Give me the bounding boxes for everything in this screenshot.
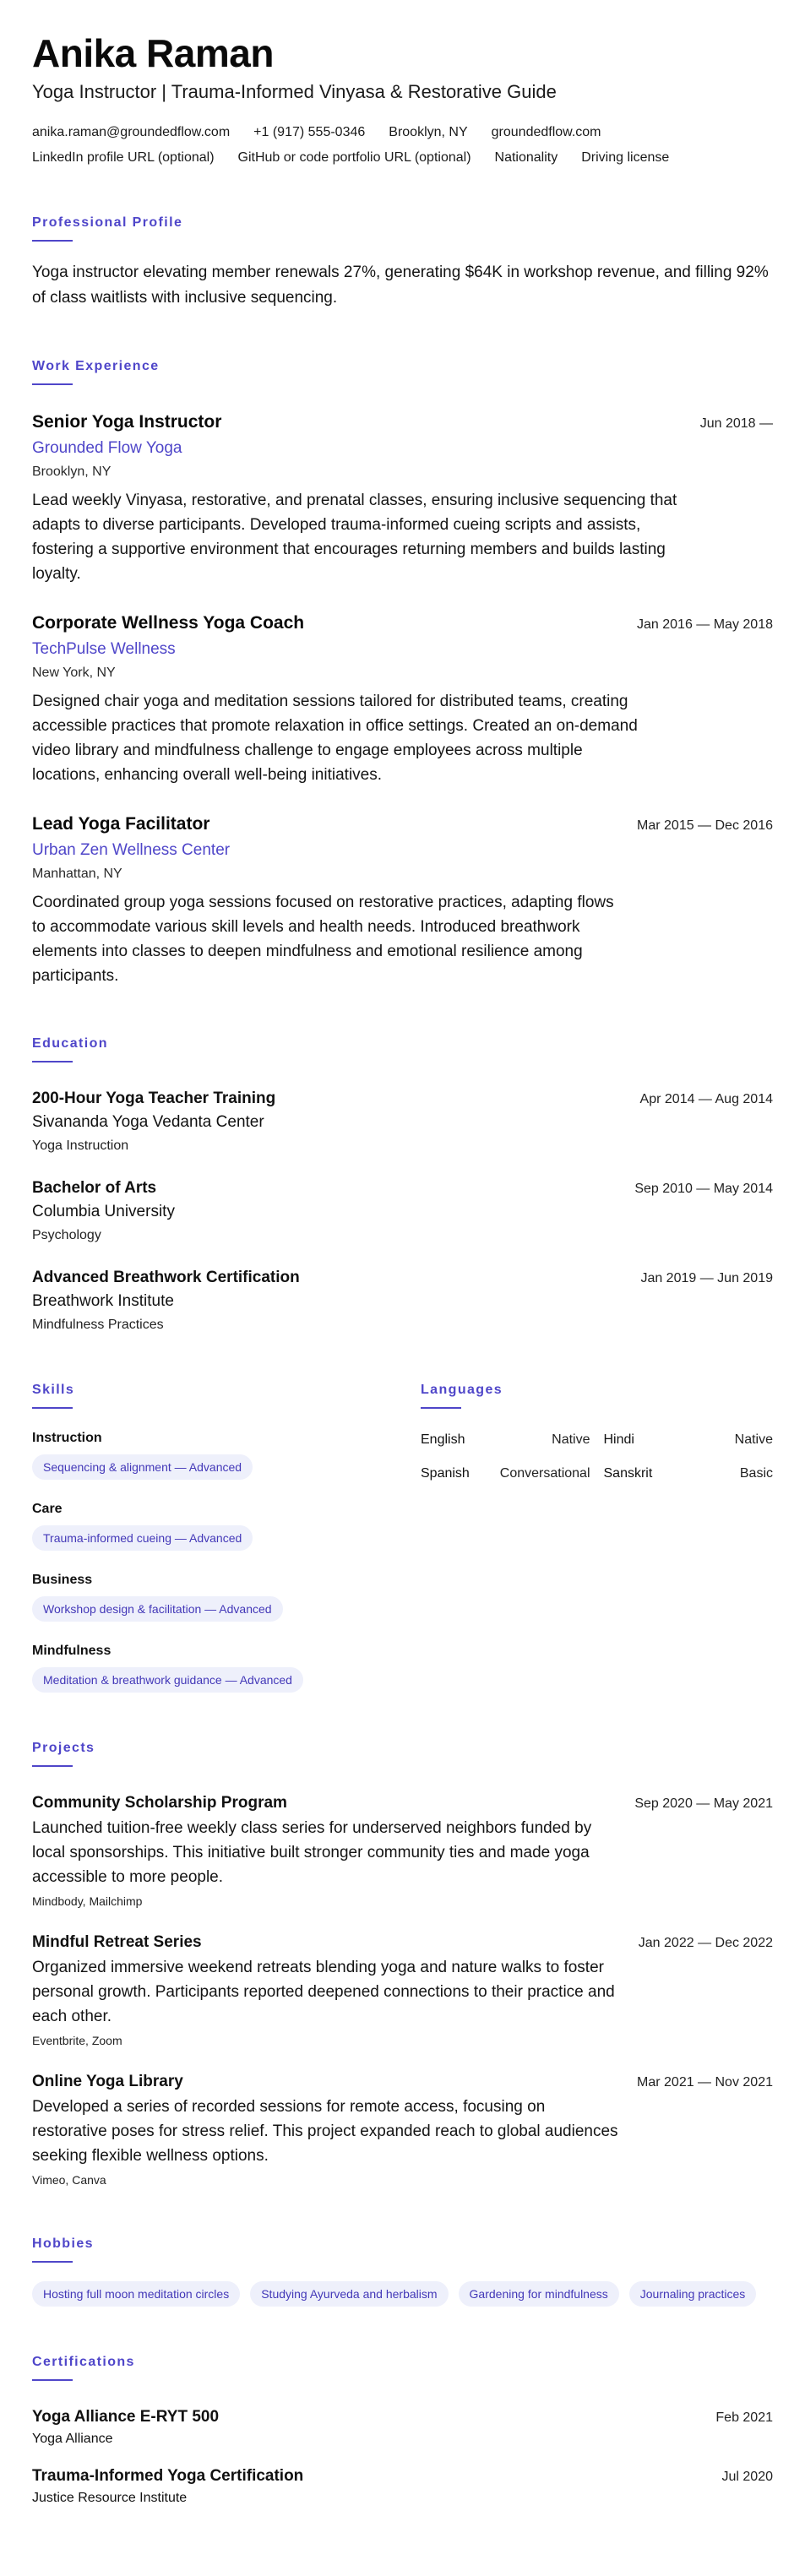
languages-section — [421, 1382, 773, 1693]
job-entry — [32, 812, 773, 988]
section-title: Skills — [32, 1383, 75, 1397]
section-divider — [32, 2379, 73, 2381]
language-item — [421, 1431, 590, 1449]
skill-category: Mindfulness — [32, 1644, 112, 1658]
job-entry — [32, 611, 773, 787]
skill-group — [32, 1571, 421, 1622]
section-divider — [32, 383, 73, 385]
section-title: Languages — [421, 1383, 503, 1397]
projects-section — [32, 1740, 773, 2188]
skills-section — [32, 1382, 421, 1693]
job-description: Designed chair yoga and meditation sessions tailored for distributed teams, creating accessible practices that promote relaxation in office settings. Created an on-demand video library and mindfulness challenge to engage employees across multiple locations, enhancing overall well-being initiatives. — [32, 693, 638, 784]
project-date: Sep 2020 — May 2021 — [634, 1796, 773, 1811]
project-tools: Mindbody, Mailchimp — [32, 1894, 143, 1908]
education-field: Psychology — [32, 1228, 101, 1242]
skill-group — [32, 1429, 421, 1480]
hobby-pill: Journaling practices — [629, 2281, 757, 2307]
candidate-name: Anika Raman — [32, 31, 274, 75]
nationality-placeholder: Nationality — [494, 150, 558, 165]
section-divider — [32, 1765, 73, 1767]
section-divider — [32, 1061, 73, 1062]
section-divider — [32, 2261, 73, 2263]
section-title: Work Experience — [32, 359, 160, 373]
education-date: Sep 2010 — May 2014 — [634, 1182, 773, 1196]
education-date: Apr 2014 — Aug 2014 — [639, 1092, 773, 1106]
skill-group — [32, 1642, 421, 1693]
skill-pill: Meditation & breathwork guidance — Advanced — [32, 1667, 303, 1693]
section-title: Hobbies — [32, 2236, 94, 2251]
education-field: Yoga Instruction — [32, 1139, 129, 1153]
hobby-pill: Hosting full moon meditation circles — [32, 2281, 240, 2307]
hobbies-list — [32, 2281, 773, 2307]
job-company: Urban Zen Wellness Center — [32, 841, 231, 859]
contact-website[interactable]: groundedflow.com — [491, 125, 601, 139]
language-level: Conversational — [499, 1466, 590, 1481]
language-level: Native — [734, 1432, 773, 1447]
driving-license-placeholder: Driving license — [581, 150, 670, 165]
certification-entry — [32, 2465, 773, 2508]
contact-row — [32, 123, 773, 142]
education-degree: Advanced Breathwork Certification — [32, 1269, 300, 1286]
linkedin-placeholder: LinkedIn profile URL (optional) — [32, 150, 215, 165]
section-title: Certifications — [32, 2355, 135, 2369]
certification-title: Yoga Alliance E-RYT 500 — [32, 2408, 220, 2426]
project-description: Developed a series of recorded sessions for remote access, focusing on restorative poses for stress relief. This project expanded reach to global audiences seeking flexible wellness options. — [32, 2098, 618, 2165]
education-entry — [32, 1088, 773, 1155]
language-name: Spanish — [421, 1466, 470, 1481]
project-tools: Eventbrite, Zoom — [32, 2034, 122, 2047]
project-tools: Vimeo, Canva — [32, 2173, 106, 2187]
job-date: Mar 2015 — Dec 2016 — [637, 818, 773, 833]
section-title: Professional Profile — [32, 215, 183, 230]
skill-category: Instruction — [32, 1431, 102, 1445]
certification-date: Jul 2020 — [721, 2470, 773, 2484]
education-degree: 200-Hour Yoga Teacher Training — [32, 1090, 276, 1107]
section-divider — [421, 1407, 461, 1409]
language-name: English — [421, 1432, 465, 1447]
language-level: Native — [552, 1432, 590, 1447]
project-title: Community Scholarship Program — [32, 1794, 287, 1812]
skill-category: Care — [32, 1502, 63, 1516]
hobby-pill: Studying Ayurveda and herbalism — [250, 2281, 448, 2307]
project-entry — [32, 1932, 773, 2049]
certification-date: Feb 2021 — [715, 2410, 773, 2425]
job-description: Coordinated group yoga sessions focused on restorative practices, adapting flows to accommodate various skill levels and health needs. Introduced breathwork elements into classes to deepen mindfulness and emotional resilience among participants. — [32, 894, 614, 985]
skill-pill: Trauma-informed cueing — Advanced — [32, 1525, 253, 1551]
job-date: Jan 2016 — May 2018 — [637, 617, 773, 632]
job-entry — [32, 410, 773, 586]
hobby-pill: Gardening for mindfulness — [459, 2281, 619, 2307]
section-title: Education — [32, 1036, 108, 1051]
skills-languages-row — [32, 1382, 773, 1693]
skill-pill: Workshop design & facilitation — Advanced — [32, 1596, 283, 1622]
job-title: Corporate Wellness Yoga Coach — [32, 613, 305, 633]
project-description: Organized immersive weekend retreats blending yoga and nature walks to foster personal growth. Participants reported deepened connections to their practice and each other. — [32, 1959, 615, 2025]
job-date: Jun 2018 — — [699, 416, 773, 431]
job-location: New York, NY — [32, 666, 116, 680]
education-degree: Bachelor of Arts — [32, 1179, 157, 1197]
section-title: Projects — [32, 1741, 95, 1755]
language-level: Basic — [739, 1466, 773, 1481]
section-divider — [32, 240, 73, 242]
education-entry — [32, 1267, 773, 1334]
certifications-section — [32, 2354, 773, 2508]
headline: Yoga Instructor | Trauma-Informed Vinyasa & Restorative Guide — [32, 81, 557, 102]
project-title: Mindful Retreat Series — [32, 1933, 202, 1951]
education-school: Breathwork Institute — [32, 1292, 174, 1310]
project-date: Mar 2021 — Nov 2021 — [637, 2075, 773, 2090]
language-name: Sanskrit — [603, 1466, 653, 1481]
section-divider — [32, 1407, 73, 1409]
certification-title: Trauma-Informed Yoga Certification — [32, 2467, 304, 2485]
contact-location: Brooklyn, NY — [389, 125, 468, 139]
profile-text: Yoga instructor elevating member renewals 27%, generating $64K in workshop revenue, and filling 92% of class waitlists with inclusive sequencing. — [32, 264, 769, 307]
experience-section — [32, 358, 773, 988]
skill-category: Business — [32, 1573, 93, 1587]
education-date: Jan 2019 — Jun 2019 — [640, 1271, 773, 1285]
extras-row — [32, 149, 773, 167]
language-item — [604, 1465, 774, 1483]
job-company: TechPulse Wellness — [32, 640, 176, 658]
job-location: Manhattan, NY — [32, 867, 122, 881]
job-location: Brooklyn, NY — [32, 465, 112, 479]
certification-issuer: Yoga Alliance — [32, 2432, 113, 2446]
job-company: Grounded Flow Yoga — [32, 439, 182, 457]
education-entry — [32, 1177, 773, 1245]
language-item — [604, 1431, 774, 1449]
github-placeholder: GitHub or code portfolio URL (optional) — [237, 150, 471, 165]
project-title: Online Yoga Library — [32, 2073, 183, 2090]
skill-pill: Sequencing & alignment — Advanced — [32, 1454, 253, 1480]
education-section — [32, 1035, 773, 1334]
education-school: Sivananda Yoga Vedanta Center — [32, 1113, 264, 1131]
job-title: Senior Yoga Instructor — [32, 412, 222, 432]
project-entry — [32, 2071, 773, 2188]
hobbies-section — [32, 2236, 773, 2307]
job-description: Lead weekly Vinyasa, restorative, and prenatal classes, ensuring inclusive sequencing that adapts to diverse participants. Developed trauma-informed cueing scripts and assists, fostering a supportive environment that encourages returning members and builds lasting loyalty. — [32, 492, 677, 583]
education-field: Mindfulness Practices — [32, 1318, 164, 1332]
skill-group — [32, 1500, 421, 1551]
profile-section — [32, 215, 773, 311]
languages-grid — [421, 1431, 773, 1483]
job-title: Lead Yoga Facilitator — [32, 814, 210, 834]
project-description: Launched tuition-free weekly class series for underserved neighbors funded by local sponsorships. This initiative built stronger community ties and made yoga accessible to more people. — [32, 1819, 592, 1886]
language-item — [421, 1465, 590, 1483]
education-school: Columbia University — [32, 1203, 175, 1220]
language-name: Hindi — [603, 1432, 634, 1447]
certification-issuer: Justice Resource Institute — [32, 2491, 188, 2505]
certification-entry — [32, 2406, 773, 2448]
contact-email[interactable]: anika.raman@groundedflow.com — [32, 125, 231, 139]
project-date: Jan 2022 — Dec 2022 — [638, 1936, 773, 1950]
project-entry — [32, 1792, 773, 1910]
resume-header — [32, 30, 773, 167]
contact-phone[interactable]: +1 (917) 555-0346 — [253, 125, 366, 139]
